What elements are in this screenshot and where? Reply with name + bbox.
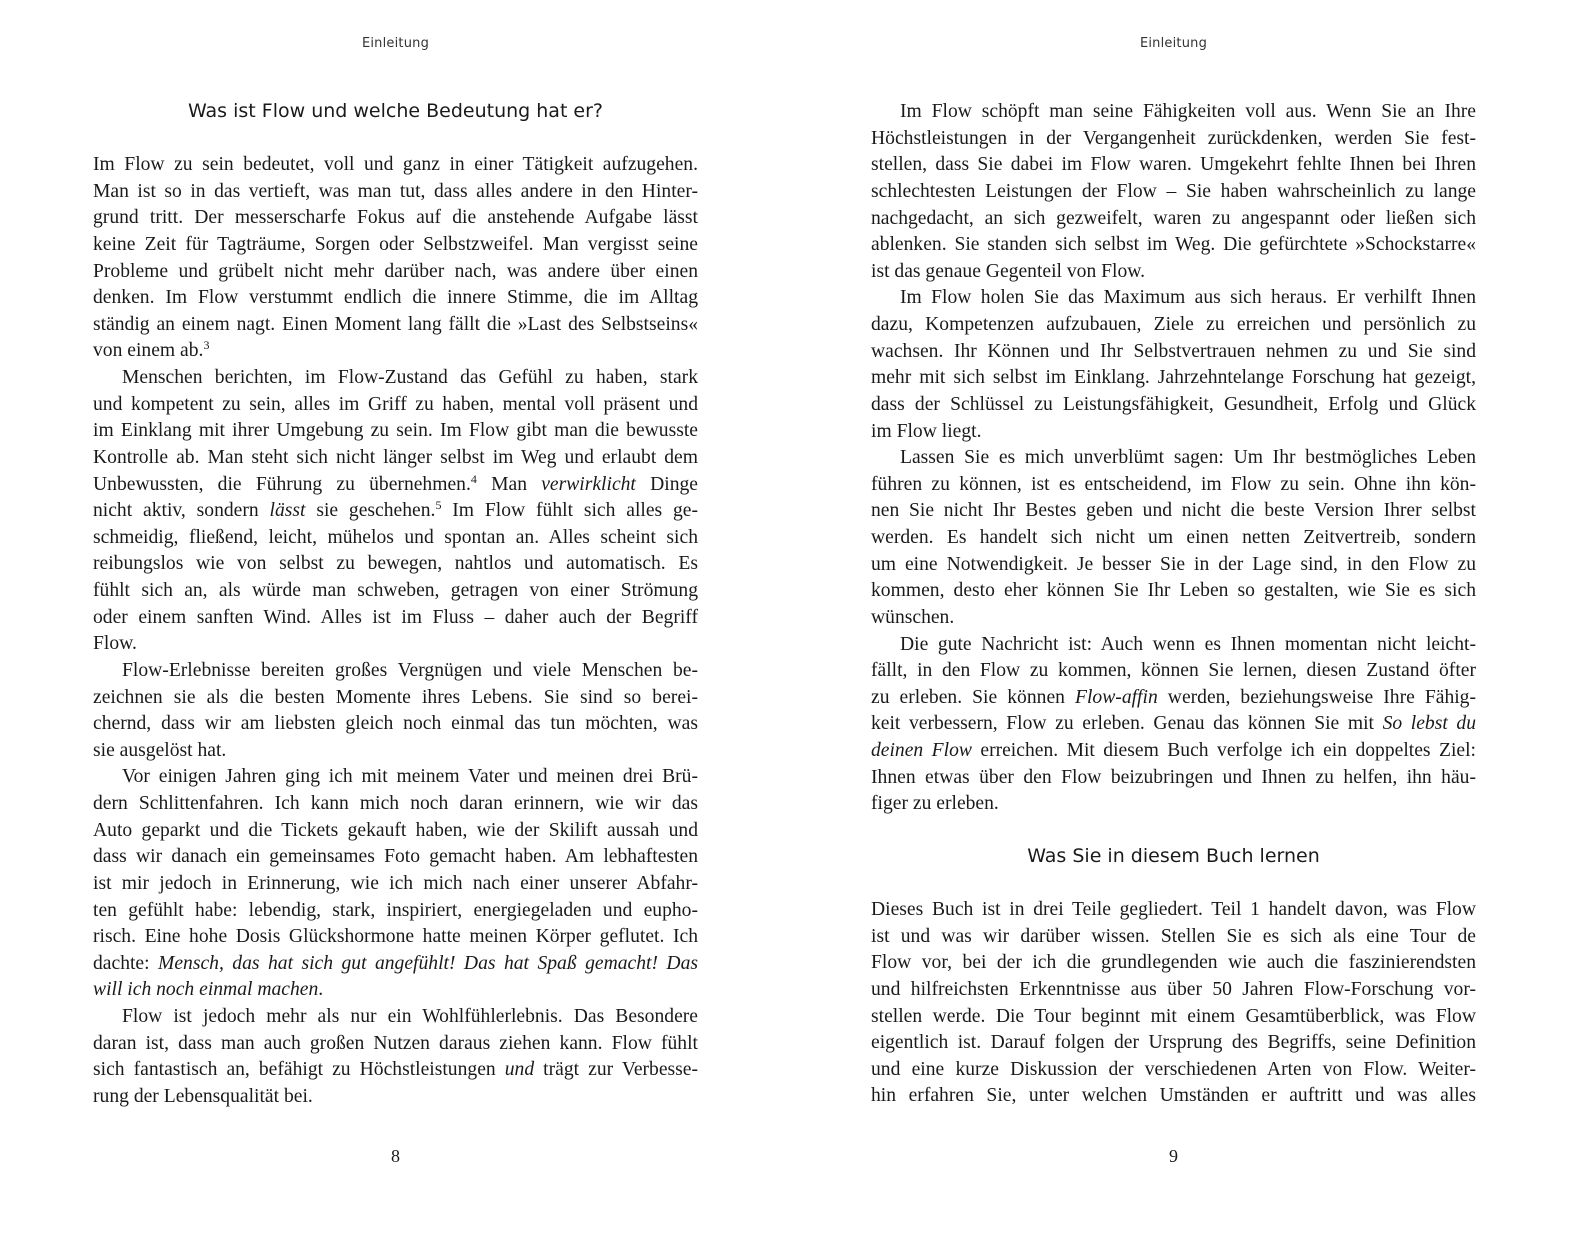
- text-line: ablenken. Sie standen sich selbst im Weg. Die gefürchtete »Schockstarre«: [871, 234, 1476, 256]
- text-line: kommen, desto eher können Sie Ihr Leben so gestalten, wie Sie es sich: [871, 580, 1476, 602]
- text-line: [871, 738, 1476, 765]
- text-line: Flow ist jedoch mehr als nur ein Wohlfühlerlebnis. Das Besondere: [122, 1006, 698, 1027]
- running-head: Einleitung: [361, 36, 430, 51]
- text-line: rung der Lebensqualität bei.: [93, 1085, 313, 1107]
- text-line: fühlt sich an, als würde man schweben, getragen von einer Strömung: [93, 580, 698, 601]
- text-line: im Einklang mit ihrer Umgebung zu sein. Im Flow gibt man die bewusste: [93, 420, 698, 442]
- text-line: Auto geparkt und die Tickets gekauft haben, wie der Skilift aussah und: [93, 819, 698, 841]
- emphasis: deinen Flow: [871, 740, 972, 761]
- text-run: erreichen. Mit diesem Buch verfolge ich ein doppeltes Ziel:: [971, 740, 1476, 761]
- text-line: [93, 977, 698, 1004]
- text-line: ist das genaue Gegenteil von Flow.: [871, 260, 1146, 282]
- emphasis: verwirklicht: [541, 473, 636, 495]
- text-line: keine Zeit für Tagträume, Sorgen oder Selbstzweifel. Man vergisst seine: [93, 233, 698, 255]
- page-number: 8: [391, 1146, 400, 1166]
- emphasis: Flow-affin: [1075, 686, 1158, 708]
- text-line: schmeidig, fließend, leicht, mühelos und spontan an. Alles scheint sich: [93, 526, 698, 548]
- text-line: Probleme und grübelt nicht mehr darüber nach, was andere über einen: [93, 260, 698, 282]
- text-line: wachsen. Ihr Können und Ihr Selbstvertrauen nehmen zu und Sie sind: [871, 340, 1476, 362]
- text-line: sie ausgelöst hat.: [93, 739, 227, 761]
- text-run: werden, beziehungsweise Ihre Fähig-: [1157, 686, 1477, 708]
- text-line: daran ist, dass man auch großen Nutzen daraus ziehen kann. Flow fühlt: [93, 1032, 698, 1054]
- left-page: [93, 0, 698, 1240]
- text-line: ist und was wir darüber wissen. Stellen Sie es sich als eine Tour de: [871, 925, 1476, 947]
- text-line: stellen werde. Die Tour beginnt mit einem Gesamtüberblick, was Flow: [871, 1005, 1476, 1027]
- text-run: von einem ab.: [93, 340, 204, 362]
- section-heading: Was ist Flow und welche Bedeutung hat er?: [187, 100, 604, 122]
- text-line: hin erfahren Sie, unter welchen Umständen er auftritt und was alles: [871, 1085, 1476, 1107]
- paragraph: [93, 152, 698, 365]
- text-run: Dinge: [635, 473, 698, 495]
- text-run: trägt zur Verbesse-: [534, 1059, 699, 1081]
- text-line: denken. Im Flow verstummt endlich die innere Stimme, die im Alltag: [93, 287, 698, 309]
- text-run: keit verbessern, Flow zu erleben. Genau das können Sie mit: [871, 713, 1383, 735]
- text-line: und eine kurze Diskussion der verschiedenen Arten von Flow. Weiter-: [871, 1058, 1476, 1080]
- text-line: [93, 951, 698, 978]
- text-run: Man: [476, 473, 542, 495]
- footnote-marker: 3: [203, 338, 210, 353]
- text-line: wünschen.: [871, 606, 955, 628]
- text-line: figer zu erleben.: [871, 793, 999, 815]
- text-line: eigentlich ist. Darauf folgen der Ursprung des Begriffs, seine Definition: [871, 1032, 1476, 1054]
- text-line: Man ist so in das vertieft, was man tut, dass alles andere in den Hinter-: [93, 180, 698, 202]
- paragraph: [871, 632, 1476, 818]
- emphasis: lässt: [269, 500, 306, 522]
- text-line: [871, 685, 1476, 712]
- text-line: Flow-Erlebnisse bereiten großes Vergnügen und viele Menschen be-: [122, 659, 698, 681]
- text-line: [871, 711, 1476, 738]
- text-line: nachgedacht, an sich gezweifelt, waren zu angespannt oder ließen sich: [871, 207, 1476, 229]
- text-line: nen Sie nicht Ihr Bestes geben und nicht die beste Version Ihrer selbst: [871, 500, 1476, 522]
- text-line: mehr mit sich selbst im Einklang. Jahrzehntelange Forschung hat gezeigt,: [871, 367, 1476, 389]
- text-line: Dieses Buch ist in drei Teile gegliedert. Teil 1 handelt davon, was Flow: [871, 899, 1476, 920]
- body-text-continued: [871, 897, 1476, 1110]
- text-run: sie geschehen.: [305, 500, 436, 522]
- text-line: ständig an einem nagt. Einen Moment lang fällt die »Last des Selbstseins«: [93, 313, 698, 335]
- text-line: risch. Eine hohe Dosis Glückshormone hatte meinen Körper geflutet. Ich: [93, 926, 698, 948]
- text-line: führen zu können, ist es entscheidend, im Flow zu sein. Ohne ihn kön-: [871, 473, 1476, 495]
- text-line: Vor einigen Jahren ging ich mit meinem Vater und meinen drei Brü-: [122, 766, 698, 788]
- text-line: und hilfreichsten Erkenntnisse aus über 50 Jahren Flow-Forschung vor-: [871, 978, 1476, 1000]
- emphasis: So lebst du: [1382, 713, 1476, 735]
- text-line: reibungslos wie von selbst zu bewegen, nahtlos und automatisch. Es: [93, 553, 698, 575]
- emphasis: und: [504, 1059, 535, 1081]
- paragraph: [93, 658, 698, 765]
- body-text: [871, 99, 1476, 818]
- text-run: Unbewussten, die Führung zu übernehmen.: [93, 473, 471, 495]
- paragraph: [871, 897, 1476, 1110]
- text-line: werden. Es handelt sich nicht um einen netten Zeitvertreib, sondern: [871, 527, 1476, 548]
- text-line: stellen, dass Sie dabei im Flow waren. Umgekehrt fehlte Ihnen bei Ihren: [871, 154, 1476, 176]
- footnote-marker: 4: [470, 471, 477, 486]
- text-run: zu erleben. Sie können: [871, 686, 1076, 708]
- paragraph: [871, 445, 1476, 631]
- text-line: [93, 498, 698, 525]
- text-line: um eine Notwendigkeit. Je besser Sie in der Lage sind, in den Flow zu: [871, 553, 1476, 575]
- paragraph: [93, 764, 698, 1004]
- text-line: ten gefühlt habe: lebendig, stark, inspiriert, energiegeladen und eupho-: [93, 899, 698, 921]
- text-line: Im Flow holen Sie das Maximum aus sich heraus. Er verhilft Ihnen: [900, 287, 1476, 309]
- emphasis: Mensch, das hat sich gut angefühlt! Das hat Spaß gemacht! Das: [158, 952, 698, 974]
- text-line: [93, 1057, 698, 1084]
- text-run: .: [318, 979, 324, 1001]
- text-line: im Flow liegt.: [871, 420, 982, 442]
- paragraph: [871, 99, 1476, 285]
- text-line: Flow.: [93, 633, 137, 655]
- text-line: oder einem sanften Wind. Alles ist im Fluss – daher auch der Begriff: [93, 606, 698, 628]
- text-run: dachte:: [93, 952, 159, 974]
- text-line: dass wir danach ein gemeinsames Foto gemacht haben. Am lebhaftesten: [93, 846, 698, 868]
- text-run: sich fantastisch an, befähigt zu Höchstleistungen: [93, 1059, 505, 1081]
- text-line: Menschen berichten, im Flow-Zustand das Gefühl zu haben, stark: [122, 367, 698, 388]
- emphasis: will ich noch einmal machen: [93, 979, 319, 1001]
- text-line: Im Flow schöpft man seine Fähigkeiten voll aus. Wenn Sie an Ihre: [900, 101, 1476, 122]
- paragraph: [93, 1004, 698, 1111]
- text-run: nicht aktiv, sondern: [93, 500, 270, 522]
- text-line: [93, 338, 698, 365]
- text-line: grund tritt. Der messerscharfe Fokus auf die anstehende Aufgabe lässt: [93, 207, 698, 229]
- text-line: Die gute Nachricht ist: Auch wenn es Ihnen momentan nicht leicht-: [900, 633, 1476, 655]
- text-line: Höchstleistungen in der Vergangenheit zurückdenken, werden Sie fest-: [871, 127, 1476, 149]
- right-page: [871, 0, 1476, 1240]
- section-heading: Was Sie in diesem Buch lernen: [1027, 845, 1320, 867]
- text-line: chernd, dass wir am liebsten gleich noch einmal das tun möchten, was: [93, 713, 698, 735]
- text-line: ist mir jedoch in Erinnerung, wie ich mich nach einer unserer Abfahr-: [93, 872, 698, 894]
- text-line: dern Schlittenfahren. Ich kann mich noch daran erinnern, wie wir das: [93, 793, 698, 814]
- text-line: dass der Schlüssel zu Leistungsfähigkeit, Gesundheit, Erfolg und Glück: [871, 393, 1476, 415]
- text-line: dazu, Kompetenzen aufzubauen, Ziele zu erreichen und persönlich zu: [871, 314, 1476, 335]
- text-line: [93, 472, 698, 499]
- footnote-marker: 5: [435, 498, 442, 513]
- text-line: Ihnen etwas über den Flow beizubringen und Ihnen zu helfen, ihn häu-: [871, 766, 1476, 788]
- paragraph: [93, 365, 698, 658]
- body-text: [93, 152, 698, 1111]
- text-line: und kompetent zu sein, alles im Griff zu haben, mental voll präsent und: [93, 393, 698, 415]
- text-line: Im Flow zu sein bedeutet, voll und ganz in einer Tätigkeit aufzugehen.: [93, 154, 698, 175]
- text-run: Im Flow fühlt sich alles ge-: [441, 500, 699, 522]
- text-line: Flow vor, bei der ich die grundlegenden wie auch die faszinierendsten: [871, 952, 1476, 974]
- page-number: 9: [1169, 1146, 1178, 1166]
- text-line: Kontrolle ab. Man steht sich nicht länger selbst im Weg und erlaubt dem: [93, 446, 698, 468]
- running-head: Einleitung: [1139, 36, 1208, 51]
- text-line: fällt, in den Flow zu kommen, können Sie lernen, diesen Zustand öfter: [871, 660, 1476, 682]
- text-line: schlechtesten Leistungen der Flow – Sie haben wahrscheinlich zu lange: [871, 180, 1476, 202]
- text-line: zeichnen sie als die besten Momente ihres Lebens. Sie sind so berei-: [93, 686, 698, 708]
- text-line: Lassen Sie es mich unverblümt sagen: Um Ihr bestmögliches Leben: [900, 447, 1476, 469]
- paragraph: [871, 285, 1476, 445]
